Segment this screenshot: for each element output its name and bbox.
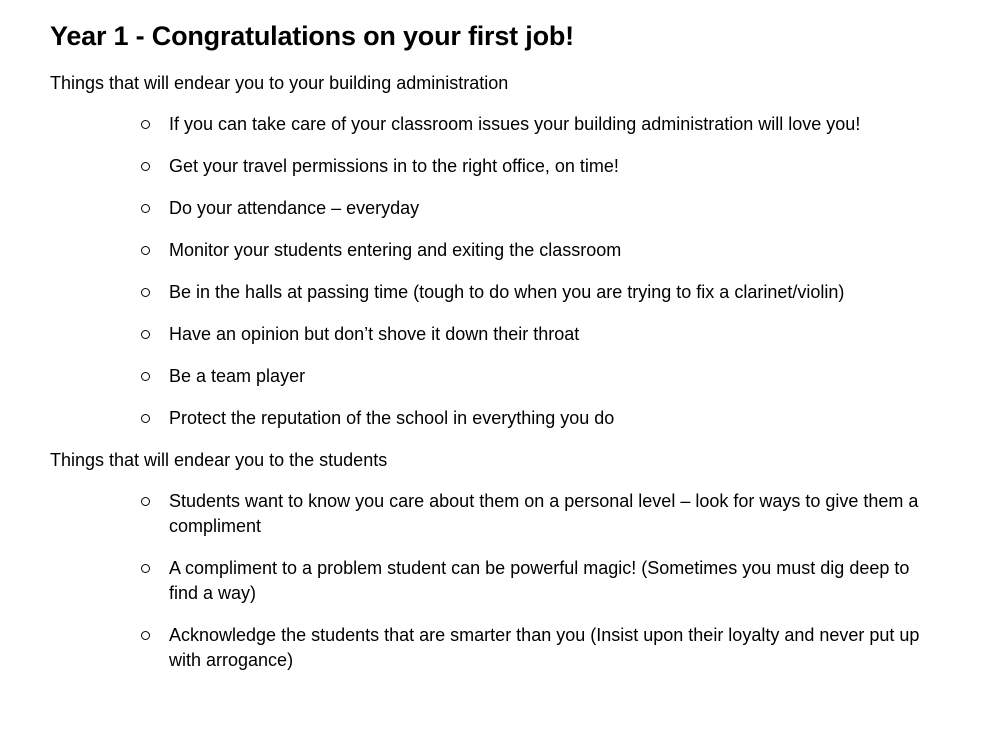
hollow-circle-bullet-icon xyxy=(141,120,150,129)
section-heading-administration: Things that will endear you to your building administration xyxy=(50,73,509,93)
list-item-text: Get your travel permissions in to the right office, on time! xyxy=(169,156,619,176)
document-page xyxy=(50,18,950,673)
list-item-text: Monitor your students entering and exiting the classroom xyxy=(169,240,622,260)
hollow-circle-bullet-icon xyxy=(141,414,150,423)
list-item-text: A compliment to a problem student can be powerful magic! (Sometimes you must dig deep to find a way) xyxy=(169,558,910,603)
list-item xyxy=(50,556,939,606)
list-item xyxy=(50,238,939,263)
hollow-circle-bullet-icon xyxy=(141,330,150,339)
list-item-text: Students want to know you care about them on a personal level – look for ways to give them a compliment xyxy=(169,491,919,536)
hollow-circle-bullet-icon xyxy=(141,564,150,573)
list-item-text: Be a team player xyxy=(169,366,306,386)
list-item xyxy=(50,322,939,347)
list-item-text: Acknowledge the students that are smarter than you (Insist upon their loyalty and never put up with arrogance) xyxy=(169,625,920,670)
hollow-circle-bullet-icon xyxy=(141,372,150,381)
hollow-circle-bullet-icon xyxy=(141,497,150,506)
hollow-circle-bullet-icon xyxy=(141,246,150,255)
hollow-circle-bullet-icon xyxy=(141,204,150,213)
list-item xyxy=(50,623,939,673)
hollow-circle-bullet-icon xyxy=(141,162,150,171)
list-item xyxy=(50,489,939,539)
list-item-text: Do your attendance – everyday xyxy=(169,198,420,218)
list-item xyxy=(50,154,939,179)
list-item-text: Protect the reputation of the school in everything you do xyxy=(169,408,615,428)
page-title: Year 1 - Congratulations on your first job! xyxy=(50,21,574,51)
students-list xyxy=(50,489,950,673)
list-item-text: Have an opinion but don’t shove it down their throat xyxy=(169,324,580,344)
list-item xyxy=(50,364,939,389)
list-item xyxy=(50,280,939,305)
list-item xyxy=(50,196,939,221)
list-item-text: If you can take care of your classroom issues your building administration will love you! xyxy=(169,114,861,134)
list-item-text: Be in the halls at passing time (tough to do when you are trying to fix a clarinet/violin) xyxy=(169,282,845,302)
hollow-circle-bullet-icon xyxy=(141,631,150,640)
list-item xyxy=(50,406,939,431)
administration-list xyxy=(50,112,950,431)
section-heading-students: Things that will endear you to the students xyxy=(50,450,388,470)
hollow-circle-bullet-icon xyxy=(141,288,150,297)
list-item xyxy=(50,112,939,137)
